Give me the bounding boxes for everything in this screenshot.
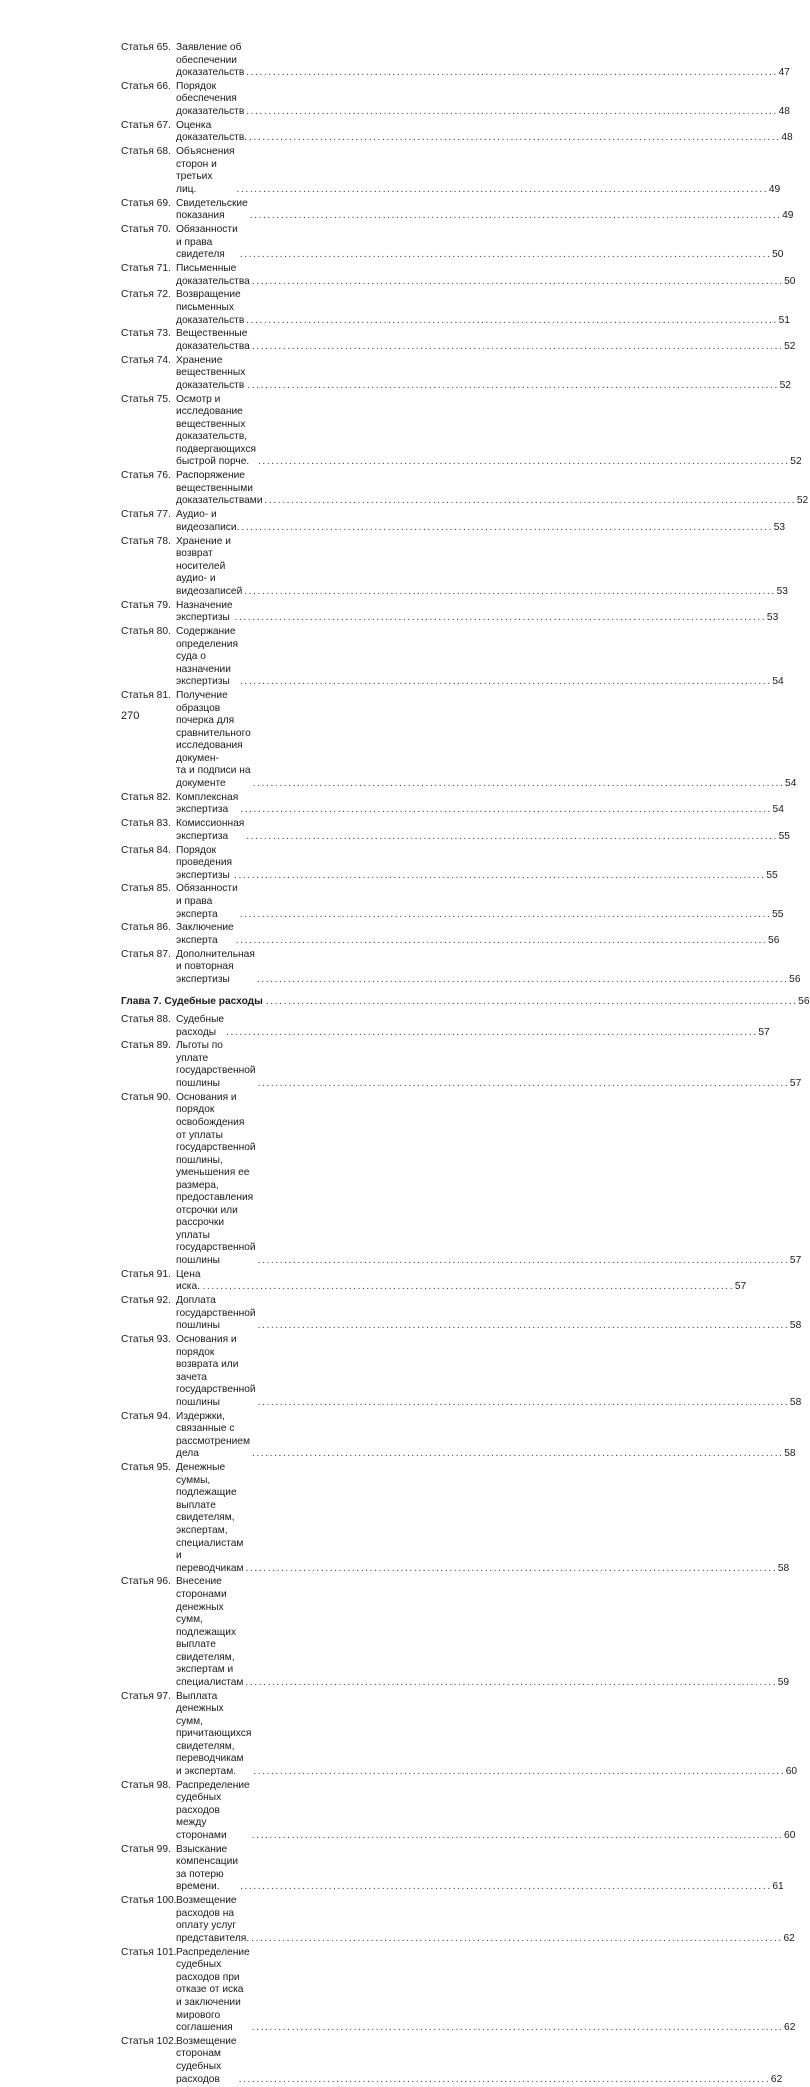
toc-entry (121, 470, 809, 508)
leader-dots: ........................................................................................................................ (251, 2022, 784, 2034)
leader-dots: ........................................................................................................................ (244, 585, 776, 597)
leader-dots: ........................................................................................................................ (239, 249, 772, 261)
page-ref: 61 (772, 1881, 784, 1893)
article-number: Статья 92. (121, 1295, 171, 1307)
toc-entry (121, 354, 791, 393)
article-number: Статья 77. (121, 509, 171, 521)
page-ref: 56 (789, 973, 801, 985)
article-title: Обязанности и права эксперта (176, 883, 238, 920)
leader-dots: ........................................................................................................................ (240, 804, 772, 816)
leader-dots: ........................................................................................................................ (257, 1320, 790, 1332)
page-ref: 50 (784, 275, 796, 287)
toc-entry (121, 393, 802, 469)
toc-entry (121, 1014, 770, 1039)
article-title: Возвращение письменных доказательств (176, 289, 245, 326)
entry-body (176, 197, 794, 223)
toc-entry (121, 1843, 784, 1894)
toc-entry (121, 599, 779, 625)
article-number: Статья 89. (121, 1040, 171, 1052)
article-title: Основания и порядок возврата или зачета государственной пошлины (176, 1334, 256, 1408)
article-number: Статья 99. (121, 1843, 171, 1855)
chapter-page: 56 (798, 996, 810, 1008)
article-title: Свидетельские показания (176, 197, 248, 222)
table-of-contents (121, 42, 810, 2087)
toc-group-evidence (121, 42, 809, 986)
leader-dots: ........................................................................................................................ (252, 777, 785, 789)
toc-entry (121, 1410, 796, 1461)
article-title: Заявление об обеспечении доказательств (176, 42, 245, 79)
entry-body (176, 470, 809, 508)
entry-body (176, 1690, 798, 1779)
article-title: Получение образцов почерка для сравнительного исследования докумен- та и подписи на документе (176, 690, 251, 789)
entry-body (176, 509, 786, 534)
page-ref: 55 (766, 869, 778, 881)
entry-body (176, 42, 790, 80)
page-ref: 52 (779, 379, 791, 391)
article-number: Статья 87. (121, 948, 171, 960)
toc-entry (121, 883, 784, 921)
toc-entry (121, 328, 796, 353)
toc-entry (121, 844, 778, 883)
leader-dots: ........................................................................................................................ (234, 869, 766, 881)
toc-group-court-costs (121, 1014, 802, 2086)
toc-entry (121, 535, 788, 599)
entry-body (176, 1091, 802, 1268)
article-number: Статья 86. (121, 922, 171, 934)
article-number: Статья 70. (121, 224, 171, 236)
leader-dots: ........................................................................................................................ (236, 183, 769, 195)
article-number: Статья 80. (121, 626, 171, 638)
article-title: Денежные суммы, подлежащие выплате свидетелям, экспертам, специалистам и переводчикам (176, 1462, 244, 1574)
entry-body (176, 791, 784, 817)
article-number: Статья 67. (121, 119, 171, 131)
chapter-heading (121, 996, 810, 1009)
article-number: Статья 100. (121, 1895, 177, 1907)
article-title: Внесение сторонами денежных сумм, подлежащих выплате свидетелям, экспертам и специалистам (176, 1576, 244, 1688)
entry-body (176, 1014, 770, 1039)
article-number: Статья 71. (121, 263, 171, 275)
page-ref: 60 (784, 1829, 796, 1841)
article-number: Статья 82. (121, 791, 171, 803)
article-title: Назначение экспертизы (176, 599, 233, 624)
leader-dots: ........................................................................................................................ (246, 106, 778, 118)
page-ref: 53 (766, 612, 779, 624)
article-number: Статья 65. (121, 42, 171, 53)
page-ref: 52 (790, 456, 802, 468)
article-number: Статья 90. (121, 1091, 171, 1103)
entry-body (176, 328, 796, 353)
leader-dots: ........................................................................................................................ (257, 1396, 790, 1408)
entry-body (176, 1576, 790, 1689)
toc-entry (121, 197, 794, 223)
page-ref: 52 (784, 340, 796, 352)
leader-dots: ........................................................................................................................ (249, 210, 782, 222)
page-ref: 49 (768, 183, 781, 195)
article-number: Статья 97. (121, 1690, 171, 1702)
toc-entry (121, 690, 797, 790)
toc-entry (121, 1295, 802, 1333)
entry-body (176, 263, 796, 288)
article-number: Статья 68. (121, 146, 171, 158)
article-number: Статья 81. (121, 690, 171, 702)
entry-body (176, 818, 790, 843)
article-number: Статья 78. (121, 535, 171, 547)
leader-dots: ........................................................................................................................ (251, 340, 784, 352)
page-ref: 58 (777, 1562, 790, 1574)
article-number: Статья 83. (121, 818, 171, 830)
page-ref: 57 (758, 1026, 770, 1038)
toc-entry (121, 509, 786, 534)
entry-body (176, 146, 781, 196)
article-number: Статья 101. (121, 1946, 177, 1958)
page-ref: 52 (796, 495, 809, 507)
article-number: Статья 75. (121, 393, 171, 405)
toc-entry (121, 922, 780, 947)
page-ref: 55 (778, 830, 790, 842)
entry-body (176, 1410, 796, 1461)
toc-entry (121, 1091, 802, 1268)
toc-entry (121, 289, 790, 327)
leader-dots: ........................................................................................................................ (246, 314, 778, 326)
toc-entry (121, 1334, 802, 1409)
toc-entry (121, 791, 784, 817)
leader-dots: ........................................................................................................................ (257, 1254, 790, 1266)
toc-entry (121, 1462, 790, 1575)
toc-entry (121, 1895, 795, 1945)
article-number: Статья 91. (121, 1268, 171, 1280)
leader-dots: ........................................................................................................................ (251, 275, 784, 287)
article-title: Осмотр и исследование вещественных доказательств, подвергающихся быстрой порче. (176, 393, 256, 468)
page-ref: 55 (772, 908, 784, 920)
entry-body (176, 2035, 783, 2086)
article-title: Объяснения сторон и третьих лиц. (176, 146, 235, 195)
page-number: 270 (121, 710, 140, 722)
leader-dots: ........................................................................................................................ (257, 456, 790, 468)
article-title: Аудио- и видеозаписи. (176, 509, 240, 533)
article-number: Статья 102. (121, 2035, 177, 2047)
article-title: Вещественные доказательства (176, 328, 250, 352)
article-title: Письменные доказательства (176, 263, 250, 287)
page-ref: 48 (778, 106, 790, 118)
page-ref: 49 (782, 210, 794, 222)
page-ref: 50 (772, 249, 784, 261)
article-title: Издержки, связанные с рассмотрением дела (176, 1410, 250, 1460)
article-title: Распоряжение вещественными доказательствами (176, 470, 263, 507)
leader-dots: ........................................................................................................................ (238, 2073, 771, 2085)
article-number: Статья 72. (121, 289, 171, 301)
leader-dots: ........................................................................................................................ (251, 1932, 783, 1944)
article-title: Основания и порядок освобождения от уплаты государственной пошлины, уменьшения ее размера, предоставления отсрочки или рассрочки уплаты государственной пошлины (176, 1091, 256, 1266)
article-number: Статья 93. (121, 1334, 171, 1346)
entry-body (176, 1779, 796, 1843)
entry-body (176, 883, 784, 921)
article-title: Комплексная экспертиза (176, 791, 239, 816)
page-ref: 53 (776, 585, 788, 597)
toc-entry (121, 1690, 798, 1779)
article-number: Статья 74. (121, 354, 171, 366)
article-number: Статья 66. (121, 80, 171, 92)
article-title: Хранение вещественных доказательств (176, 354, 246, 391)
entry-body (176, 690, 797, 790)
article-number: Статья 98. (121, 1779, 171, 1791)
entry-body (176, 535, 788, 599)
article-number: Статья 76. (121, 470, 171, 482)
article-title: Распределение судебных расходов при отказе от иска и заключении мирового соглашения (176, 1946, 250, 2034)
entry-body (176, 599, 779, 625)
entry-body (176, 922, 780, 947)
entry-body (176, 844, 778, 883)
leader-dots: ........................................................................................................................ (251, 1829, 784, 1841)
toc-entry (121, 1576, 790, 1689)
article-title: Порядок обеспечения доказательств (176, 80, 245, 118)
entry-body (176, 393, 802, 469)
leader-dots: ........................................................................................................................ (249, 132, 781, 144)
page-ref: 47 (778, 67, 790, 79)
entry-body (176, 948, 801, 987)
toc-entry (121, 146, 781, 196)
article-number: Статья 94. (121, 1410, 171, 1422)
page-ref: 58 (789, 1396, 802, 1408)
page-ref: 48 (781, 132, 793, 144)
leader-dots: ........................................................................................................................ (253, 1765, 786, 1777)
toc-entry (121, 2035, 783, 2086)
toc-entry (121, 224, 784, 262)
entry-body (176, 354, 791, 393)
article-number: Статья 85. (121, 883, 171, 895)
page-ref: 56 (768, 934, 780, 946)
leader-dots: ........................................................................................................................ (240, 1881, 772, 1893)
toc-entry (121, 1946, 796, 2035)
article-title: Обязанности и права свидетеля (176, 224, 238, 261)
page-ref: 54 (772, 804, 784, 816)
article-title: Содержание определения суда о назначении экспертизы (176, 626, 239, 688)
toc-entry (121, 948, 801, 987)
page-ref: 54 (785, 777, 797, 789)
page-ref: 57 (734, 1281, 747, 1293)
page-ref: 54 (772, 676, 784, 688)
article-title: Комиссионная экспертиза (176, 818, 245, 842)
article-title: Возмещение расходов на оплату услуг представителя. (176, 1895, 250, 1944)
entry-body (176, 1895, 795, 1945)
article-title: Заключение эксперта (176, 922, 234, 946)
leader-dots: ........................................................................................................................ (241, 521, 774, 533)
leader-dots: ........................................................................................................................ (226, 1026, 758, 1038)
article-title: Распределение судебных расходов между сторонами (176, 1779, 250, 1841)
article-title: Оценка доказательств. (176, 119, 248, 144)
page-ref: 60 (785, 1765, 798, 1777)
leader-dots: ........................................................................................................................ (257, 1078, 790, 1090)
page-ref: 51 (778, 314, 790, 326)
chapter-title: Глава 7. Судебные расходы (121, 996, 263, 1008)
page-ref: 57 (789, 1078, 802, 1090)
page-ref: 62 (784, 2022, 796, 2034)
article-number: Статья 88. (121, 1014, 171, 1025)
article-number: Статья 79. (121, 599, 171, 611)
toc-entry (121, 626, 784, 689)
entry-body (176, 1295, 802, 1333)
article-title: Льготы по уплате государственной пошлины (176, 1040, 256, 1090)
article-title: Дополнительная и повторная экспертизы (176, 948, 255, 985)
page-ref: 58 (784, 1448, 796, 1460)
entry-body (176, 1946, 796, 2035)
leader-dots: ........................................................................................................................ (240, 676, 772, 688)
article-number: Статья 69. (121, 197, 171, 209)
article-title: Возмещение сторонам судебных расходов (176, 2035, 237, 2085)
entry-body (176, 224, 784, 262)
article-number: Статья 95. (121, 1462, 171, 1474)
toc-entry (121, 1268, 747, 1294)
leader-dots: ........................................................................................................................ (245, 1562, 778, 1574)
leader-dots: ........................................................................................................................ (245, 1676, 778, 1688)
page-ref: 53 (773, 521, 786, 533)
entry-body (176, 80, 790, 119)
leader-dots: ........................................................................................................................ (264, 495, 797, 507)
leader-dots: ........................................................................................................................ (265, 996, 798, 1008)
page-ref: 58 (789, 1320, 802, 1332)
entry-body (176, 1268, 747, 1294)
article-title: Выплата денежных сумм, причитающихся свидетелям, переводчикам и экспертам. (176, 1690, 252, 1777)
article-title: Цена иска. (176, 1268, 201, 1293)
toc-entry (121, 119, 793, 145)
leader-dots: ........................................................................................................................ (234, 612, 767, 624)
article-title: Хранение и возврат носителей аудио- и видеозаписей (176, 535, 243, 597)
article-title: Судебные расходы (176, 1014, 225, 1038)
entry-body (176, 289, 790, 327)
toc-entry (121, 1040, 802, 1090)
leader-dots: ........................................................................................................................ (246, 67, 778, 79)
entry-body (176, 626, 784, 689)
article-title: Доплата государственной пошлины (176, 1295, 256, 1332)
toc-entry (121, 80, 790, 119)
leader-dots: ........................................................................................................................ (251, 1448, 784, 1460)
article-number: Статья 73. (121, 328, 171, 340)
article-title: Порядок проведения экспертизы (176, 844, 233, 881)
entry-body (176, 119, 793, 145)
toc-entry (121, 1779, 796, 1843)
leader-dots: ........................................................................................................................ (202, 1281, 735, 1293)
article-number: Статья 84. (121, 844, 171, 856)
toc-entry (121, 818, 790, 843)
leader-dots: ........................................................................................................................ (256, 973, 789, 985)
entry-body (176, 1462, 790, 1575)
page-ref: 62 (770, 2073, 783, 2085)
page-ref: 59 (777, 1676, 790, 1688)
entry-body (176, 1040, 802, 1090)
page-ref: 57 (789, 1254, 802, 1266)
entry-body (176, 1843, 784, 1894)
article-number: Статья 96. (121, 1576, 171, 1588)
leader-dots: ........................................................................................................................ (246, 830, 778, 842)
page-ref: 62 (783, 1932, 795, 1944)
toc-entry (121, 263, 796, 288)
entry-body (176, 1334, 802, 1409)
article-title: Взыскание компенсации за потерю времени. (176, 1843, 239, 1893)
leader-dots: ........................................................................................................................ (235, 934, 768, 946)
toc-entry (121, 42, 790, 80)
leader-dots: ........................................................................................................................ (239, 908, 772, 920)
leader-dots: ........................................................................................................................ (247, 379, 779, 391)
